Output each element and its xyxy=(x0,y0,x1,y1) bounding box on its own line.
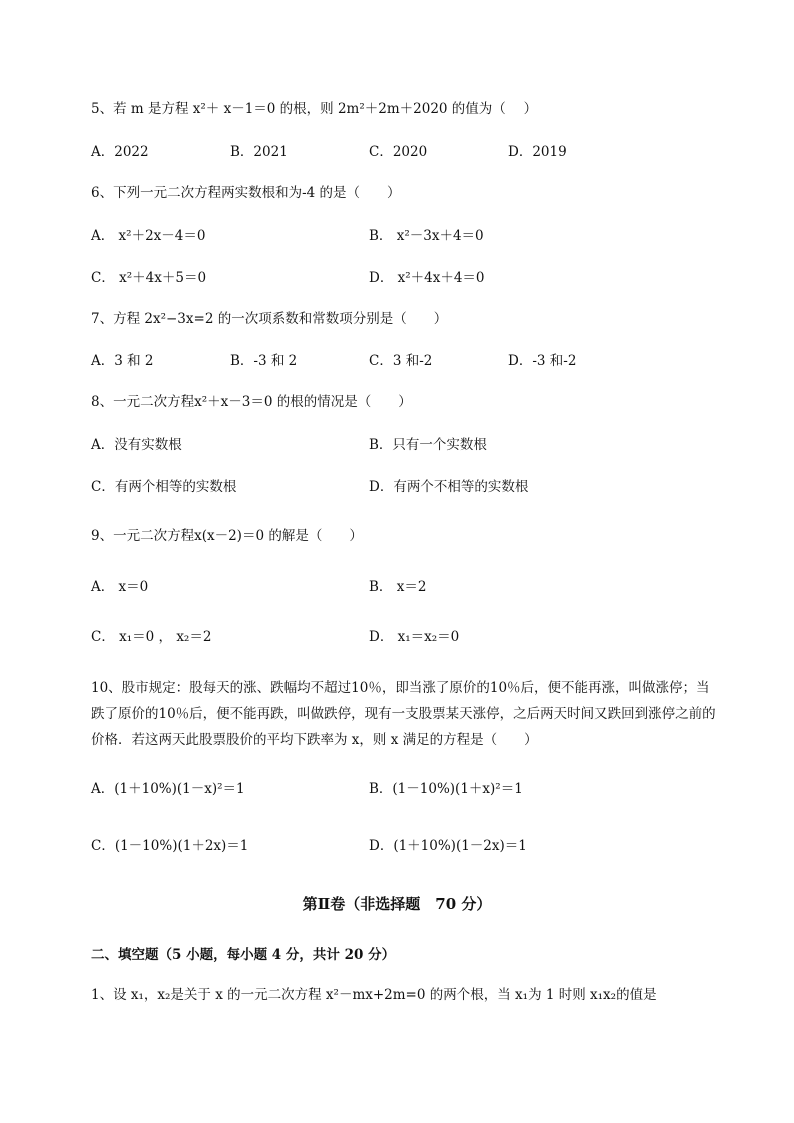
question-10-option-d: D．(1＋10%)(1－2x)＝1 xyxy=(369,838,527,854)
question-5-stem: 5、若 m 是方程 x²＋ x－1＝0 的根，则 2m²＋2m＋2020 的值为（ ） xyxy=(91,101,538,117)
question-7-option-c: C．3 和-2 xyxy=(369,353,433,369)
question-7-stem: 7、方程 2x²−3x=2 的一次项系数和常数项分别是（ ） xyxy=(91,311,448,327)
question-8-option-d: D．有两个不相等的实数根 xyxy=(369,479,529,495)
question-7-option-a: A．3 和 2 xyxy=(91,353,154,369)
question-5-option-b: B．2021 xyxy=(230,144,288,160)
question-8-option-c: C．有两个相等的实数根 xyxy=(91,479,237,495)
section-title: 第Ⅱ卷（非选择题 70 分） xyxy=(302,895,492,913)
question-9-option-d: D． x₁＝x₂＝0 xyxy=(369,629,460,645)
question-7-option-d: D．-3 和-2 xyxy=(508,353,577,369)
question-8-option-b: B．只有一个实数根 xyxy=(369,437,487,453)
question-6-option-b: B． x²－3x＋4＝0 xyxy=(369,228,484,244)
question-9-option-a: A． x＝0 xyxy=(91,579,149,595)
question-5-option-d: D．2019 xyxy=(508,144,567,160)
question-10-option-c: C．(1－10%)(1＋2x)＝1 xyxy=(91,838,249,854)
question-6-option-c: C． x²＋4x＋5＝0 xyxy=(91,270,207,286)
question-10-option-a: A．(1＋10%)(1－x)²＝1 xyxy=(91,781,245,797)
question-10-stem: 10、股市规定：股每天的涨、跌幅均不超过10％，即当涨了原价的10％后，便不能再涨，叫做涨停；当跌了原价的10％后，便不能再跌，叫做跌停，现有一支股票某天涨停，之后两天时间又跌回到涨停之前的价格．若这两天此股票股价的平均下跌率为 x，则 x 满足的方程是（ ） xyxy=(91,680,716,748)
question-7-option-b: B．-3 和 2 xyxy=(230,353,298,369)
question-6-stem: 6、下列一元二次方程两实数根和为-4 的是（ ） xyxy=(91,185,401,201)
question-8-option-a: A．没有实数根 xyxy=(91,437,182,453)
question-6-option-d: D． x²＋4x＋4＝0 xyxy=(369,270,485,286)
section-subtitle: 二、填空题（5 小题，每小题 4 分，共计 20 分） xyxy=(91,947,396,963)
question-5-option-a: A．2022 xyxy=(91,144,149,160)
question-9-option-b: B． x＝2 xyxy=(369,579,427,595)
question-10-option-b: B．(1－10%)(1＋x)²＝1 xyxy=(369,781,523,797)
question-6-option-a: A． x²＋2x－4＝0 xyxy=(91,228,206,244)
question-9-stem: 9、一元二次方程x(x－2)＝0 的解是（ ） xyxy=(91,528,363,544)
question-5-option-c: C．2020 xyxy=(369,144,428,160)
question-8-stem: 8、一元二次方程x²＋x－3＝0 的根的情况是（ ） xyxy=(91,394,412,410)
fill-question-1: 1、设 x₁，x₂是关于 x 的一元二次方程 x²－mx+2m=0 的两个根，当 x₁为 1 时则 x₁x₂的值是 xyxy=(91,987,657,1003)
question-9-option-c: C． x₁＝0 ， x₂＝2 xyxy=(91,629,212,645)
